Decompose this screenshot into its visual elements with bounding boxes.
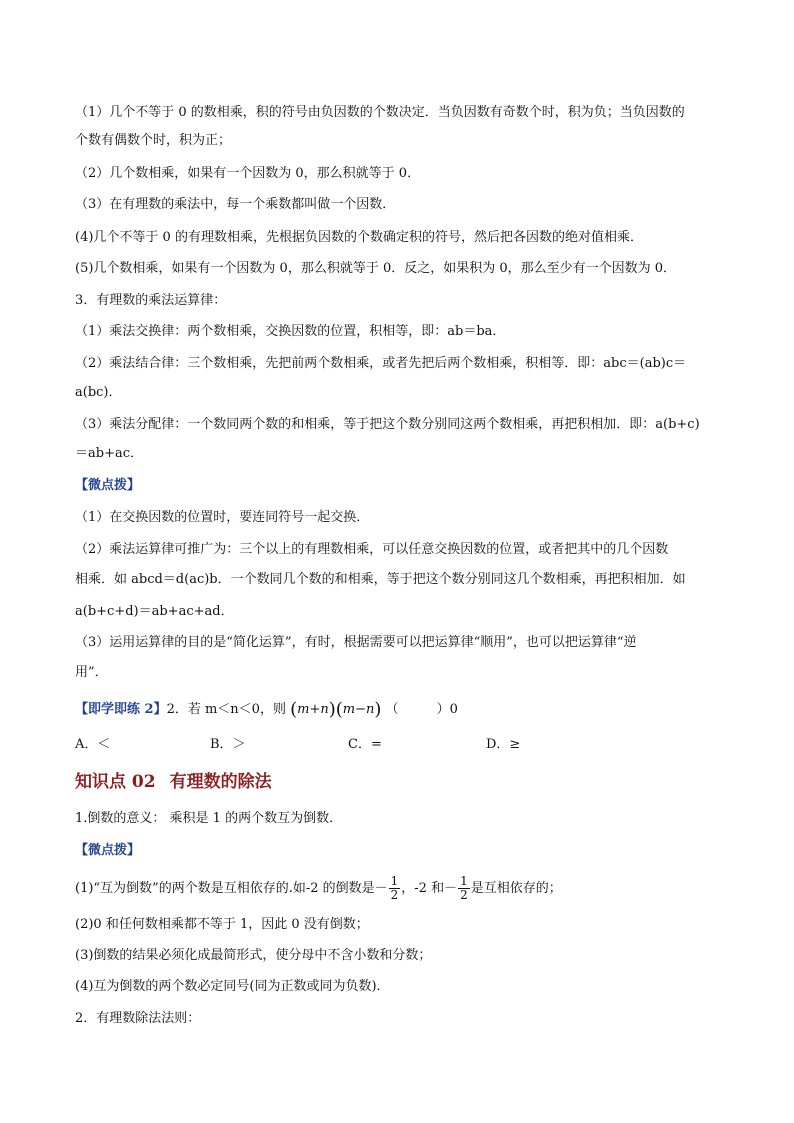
text-line: a(bc)． [75, 385, 122, 400]
option-a[interactable]: A．＜ [75, 737, 111, 752]
option-b[interactable]: B．＞ [210, 737, 246, 752]
text-line: （3）乘法分配律：一个数同两个数的和相乘，等于把这个数分别同这两个数相乘，再把积相加．即：a(b+c) [75, 417, 700, 432]
exercise-tag: 【即学即练 2】 [75, 702, 167, 717]
var-n: n [320, 702, 329, 717]
option-c[interactable]: C．= [348, 737, 382, 752]
text-line: （1）几个不等于 0 的数相乘，积的符号由负因数的个数决定．当负因数有奇数个时，积为负；当负因数的 [75, 105, 685, 120]
text-line: （2）乘法结合律：三个数相乘，先把前两个数相乘，或者先把后两个数相乘，积相等．即：abc＝(ab)c＝ [75, 356, 687, 371]
heading-title: 有理数的除法 [169, 772, 272, 792]
reciprocal-text: ，-2 和－ [401, 881, 458, 896]
exercise-tail: 0 [449, 702, 458, 717]
text-line: (5)几个数相乘，如果有一个因数为 0，那么积就等于 0．反之，如果积为 0，那么至少有一个因数为 0． [75, 261, 677, 276]
fraction-half: $\frac{1}{2}$ [390, 874, 399, 902]
text-line: （3）运用运算律的目的是“简化运算”，有时，根据需要可以把运算律“顺用”，也可以把运算律“逆 [75, 635, 637, 650]
var-m: m [297, 702, 310, 717]
fraction-half: $\frac{1}{2}$ [460, 874, 468, 902]
text-line: 相乘．如 abcd＝d(ac)b．一个数同几个数的和相乘，等于把这个数分别同这几个数相乘，再把积相加．如 [75, 572, 686, 587]
text-line: 个数有偶数个时，积为正； [75, 133, 232, 148]
heading-code: 知识点 02 [75, 772, 156, 792]
text-line: (2)0 和任何数相乘都不等于 1，因此 0 没有倒数； [75, 917, 369, 932]
text-line: （3）在有理数的乘法中，每一个乘数都叫做一个因数． [75, 197, 396, 212]
exercise-stem: 【即学即练 2】2．若 m＜n＜0，则 (m+n)(m−n) （ ）0 [75, 699, 458, 720]
reciprocal-text: 是互相依存的； [470, 881, 562, 896]
text-line: 1.倒数的意义： 乘积是 1 的两个数互为倒数． [75, 811, 343, 826]
var-n: n [366, 702, 375, 717]
tip-label: 【微点拨】 [75, 478, 141, 493]
tip-label: 【微点拨】 [75, 843, 141, 858]
text-line: a(b+c+d)＝ab+ac+ad． [75, 604, 234, 619]
text-line: (4)互为倒数的两个数必定同号(同为正数或同为负数)． [75, 979, 390, 994]
text-line: (3)倒数的结果必须化成最简形式，使分母中不含小数和分数； [75, 948, 432, 963]
text-line: ＝ab+ac． [75, 446, 143, 461]
var-m: m [342, 702, 356, 717]
text-line: （2）几个数相乘，如果有一个因数为 0，那么积就等于 0． [75, 166, 421, 181]
knowledge-heading [75, 771, 272, 793]
text-line: 用”． [75, 665, 108, 680]
option-d[interactable]: D．≥ [486, 737, 521, 752]
exercise-text: 2．若 m＜n＜0，则 [166, 702, 286, 717]
reciprocal-text: (1)“互为倒数”的两个数是互相依存的.如-2 的倒数是－ [75, 881, 388, 896]
text-line: (4)几个不等于 0 的有理数相乘，先根据负因数的个数确定积的符号，然后把各因数的绝对值相乘． [75, 230, 643, 245]
text-line: （1）乘法交换律：两个数相乘，交换因数的位置，积相等，即：ab＝ba． [75, 324, 506, 339]
text-line: （2）乘法运算律可推广为：三个以上的有理数相乘，可以任意交换因数的位置，或者把其中的几个因数 [75, 542, 669, 557]
text-line: （1）在交换因数的位置时，要连同符号一起交换． [75, 510, 370, 525]
section-line: 2．有理数除法法则： [75, 1011, 201, 1026]
reciprocal-note [75, 874, 562, 904]
section-line: 3．有理数的乘法运算律： [75, 293, 227, 308]
